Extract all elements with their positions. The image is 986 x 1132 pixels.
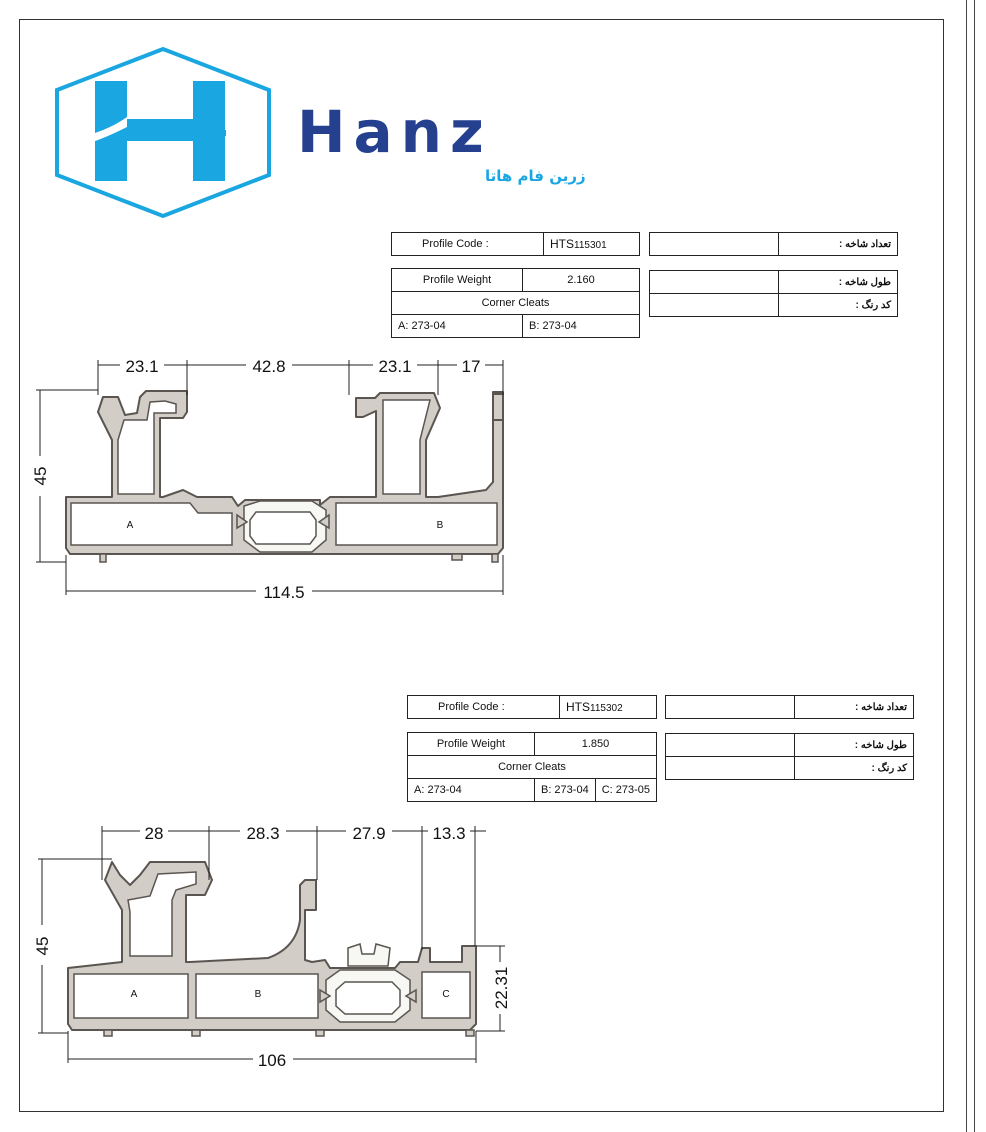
color-code-label: کد رنگ : <box>779 294 898 317</box>
dim-top-2: 28.3 <box>246 824 280 843</box>
profile-weight-value: 1.850 <box>534 733 656 756</box>
color-code-label: کد رنگ : <box>795 757 914 780</box>
section-b: B <box>254 989 262 1000</box>
dim-top-3: 23.1 <box>378 357 412 376</box>
cleat-a: A: 273-04 <box>408 779 535 802</box>
profile-code-number: 115301 <box>574 240 607 251</box>
corner-cleats-label: Corner Cleats <box>392 292 640 315</box>
branch-count-label: تعداد شاخه : <box>795 696 914 719</box>
profile-2-drawing <box>32 821 511 1070</box>
cleat-b: B: 273-04 <box>523 315 640 338</box>
dim-top-4: 17 <box>461 357 481 376</box>
section-a: A <box>126 520 134 531</box>
profile-weight-label: Profile Weight <box>408 733 535 756</box>
dim-height: 45 <box>33 936 52 956</box>
brand-name: Hanz <box>297 98 492 166</box>
dim-top-2: 42.8 <box>252 357 286 376</box>
dim-top-1: 23.1 <box>125 357 159 376</box>
profile-weight-value: 2.160 <box>523 269 640 292</box>
profile-weight-label: Profile Weight <box>392 269 523 292</box>
section-c: C <box>442 989 450 1000</box>
section-b: B <box>436 520 444 531</box>
profile-1-drawing <box>30 355 503 602</box>
brand-tagline: زرین فام هاتا <box>485 167 586 185</box>
profile-code-label: Profile Code : <box>408 696 560 719</box>
dim-top-4: 13.3 <box>432 824 466 843</box>
section-a: A <box>130 989 138 1000</box>
branch-count-label: تعداد شاخه : <box>779 233 898 256</box>
profile-code-number: 115302 <box>590 703 623 714</box>
corner-cleats-label: Corner Cleats <box>408 756 657 779</box>
branch-length-label: طول شاخه : <box>795 734 914 757</box>
dim-height: 45 <box>31 466 50 486</box>
cleat-b: B: 273-04 <box>534 779 595 802</box>
dim-width: 114.5 <box>263 583 305 602</box>
dim-top-3: 27.9 <box>352 824 386 843</box>
profile-code-prefix: HTS <box>550 237 574 251</box>
dim-width: 106 <box>257 1051 287 1070</box>
cleat-c: C: 273-05 <box>595 779 656 802</box>
profile-code-label: Profile Code : <box>392 233 544 256</box>
dim-top-1: 28 <box>144 824 164 843</box>
cleat-a: A: 273-04 <box>392 315 523 338</box>
branch-length-label: طول شاخه : <box>779 271 898 294</box>
dim-right: 22.31 <box>492 966 511 1010</box>
profile-code-prefix: HTS <box>566 700 590 714</box>
